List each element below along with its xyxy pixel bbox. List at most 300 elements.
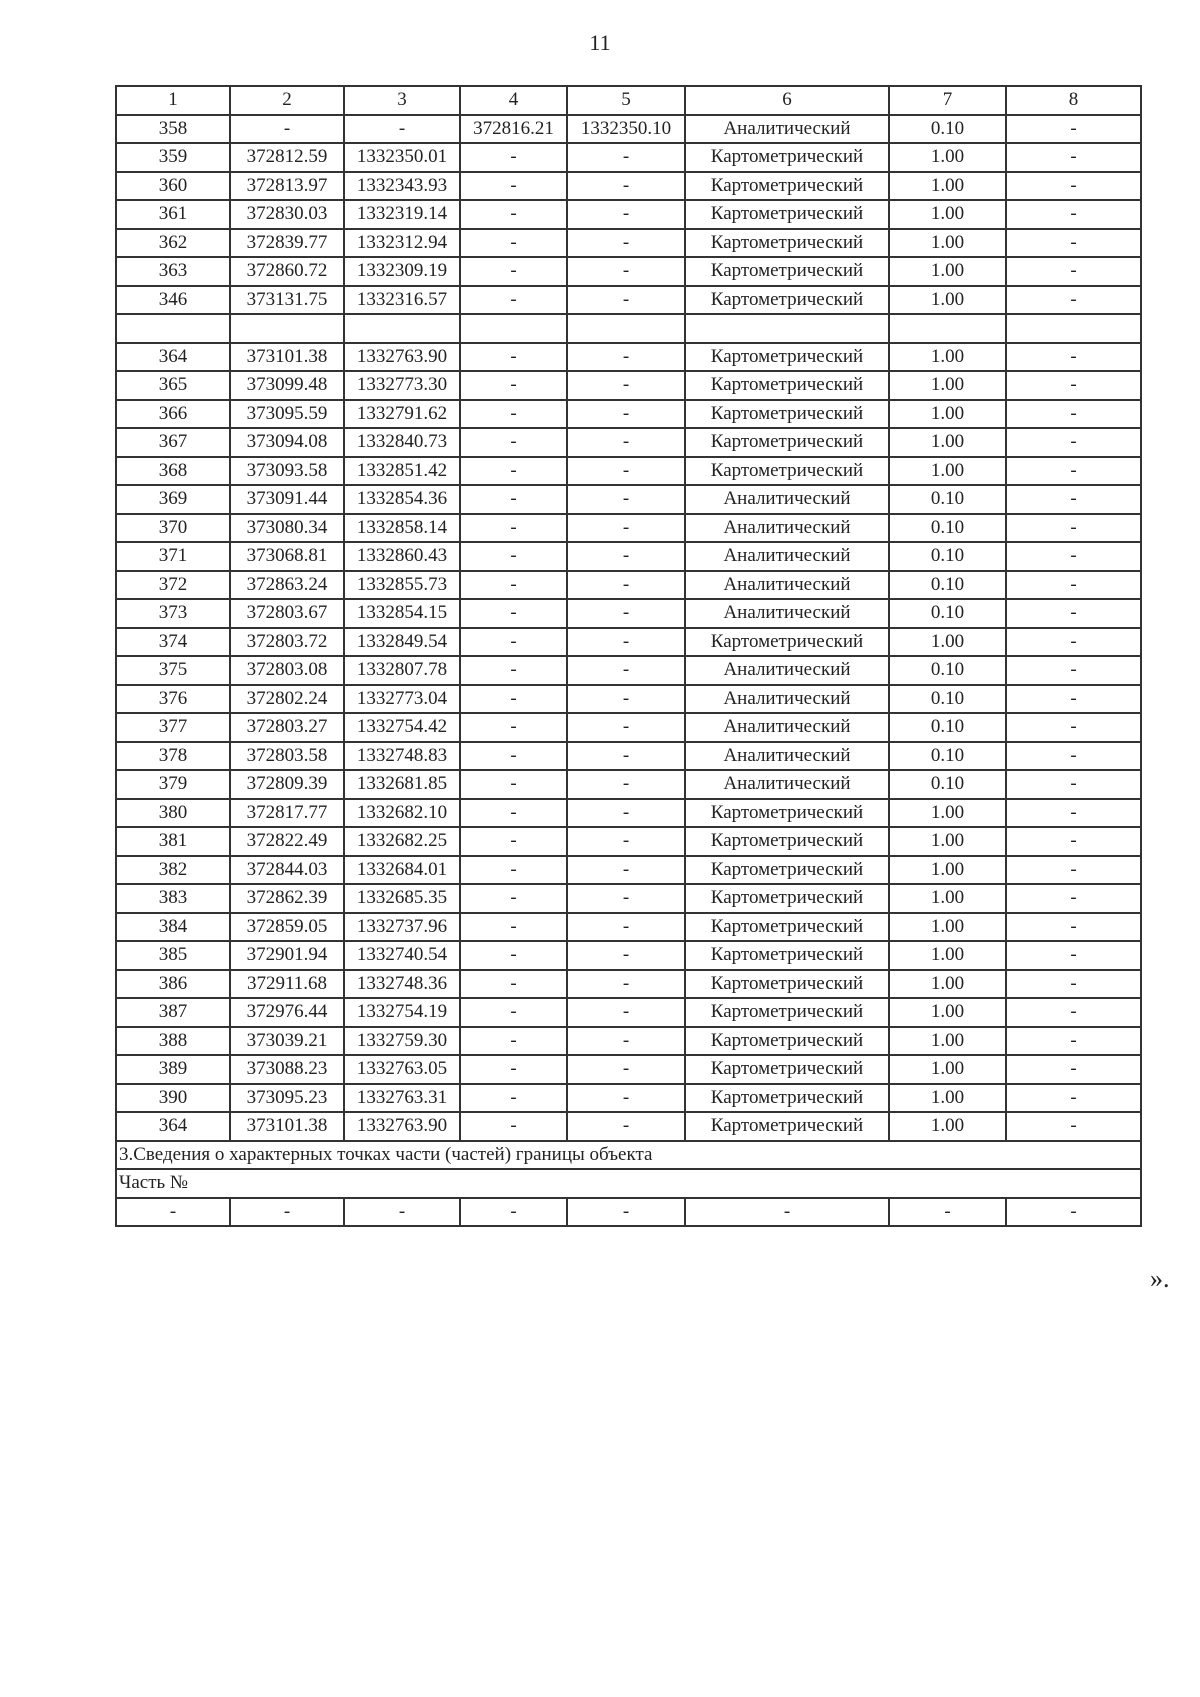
table-cell: Картометрический (685, 884, 889, 913)
table-cell: - (567, 400, 685, 429)
table-row (116, 485, 1141, 514)
table-cell: - (1006, 656, 1141, 685)
table-cell: - (460, 257, 567, 286)
table-cell: 1.00 (889, 143, 1006, 172)
table-cell: - (567, 1198, 685, 1227)
table-cell: - (344, 115, 460, 144)
table-cell: 373095.59 (230, 400, 344, 429)
table-cell: - (1006, 713, 1141, 742)
table-row (116, 286, 1141, 315)
table-cell: 373080.34 (230, 514, 344, 543)
table-cell: 0.10 (889, 485, 1006, 514)
table-cell: - (1006, 970, 1141, 999)
table-cell: 1 (116, 86, 230, 115)
table-cell: - (567, 542, 685, 571)
table-cell: 360 (116, 172, 230, 201)
table-cell: - (344, 1198, 460, 1227)
table-cell: - (460, 343, 567, 372)
table-cell: - (567, 371, 685, 400)
table-row (116, 115, 1141, 144)
table-cell: 373 (116, 599, 230, 628)
table-cell: 1.00 (889, 856, 1006, 885)
section-title-row (116, 1141, 1141, 1170)
table-cell: 372816.21 (460, 115, 567, 144)
table-cell: - (1006, 343, 1141, 372)
table-cell: 1332316.57 (344, 286, 460, 315)
table-row (116, 229, 1141, 258)
table-cell: 361 (116, 200, 230, 229)
table-cell: 1.00 (889, 827, 1006, 856)
table-header-row (116, 86, 1141, 115)
table-cell: Картометрический (685, 827, 889, 856)
table-cell: 1332343.93 (344, 172, 460, 201)
table-row (116, 257, 1141, 286)
table-cell: 372863.24 (230, 571, 344, 600)
table-cell: 1.00 (889, 371, 1006, 400)
table-cell: - (460, 286, 567, 315)
table-cell: 1.00 (889, 799, 1006, 828)
table-cell: 363 (116, 257, 230, 286)
table-cell: 373095.23 (230, 1084, 344, 1113)
table-cell: 1332350.10 (567, 115, 685, 144)
table-cell: - (460, 200, 567, 229)
table-cell: 1332854.15 (344, 599, 460, 628)
table-cell: 372803.58 (230, 742, 344, 771)
table-cell: - (460, 172, 567, 201)
table-row (116, 457, 1141, 486)
table-cell: - (1006, 884, 1141, 913)
table-cell: 1332763.90 (344, 343, 460, 372)
table-row (116, 400, 1141, 429)
table-cell: Картометрический (685, 970, 889, 999)
table-cell: 372976.44 (230, 998, 344, 1027)
table-cell: - (1006, 542, 1141, 571)
table-cell: 1.00 (889, 200, 1006, 229)
table-cell: - (460, 229, 567, 258)
table-cell: 383 (116, 884, 230, 913)
table-cell (889, 314, 1006, 343)
table-cell: 5 (567, 86, 685, 115)
table-cell: - (1006, 742, 1141, 771)
table-cell: - (1006, 1084, 1141, 1113)
page-number: 11 (589, 30, 611, 55)
table-cell: Картометрический (685, 343, 889, 372)
table-cell: - (460, 941, 567, 970)
table-cell: - (460, 143, 567, 172)
table-cell: - (460, 1084, 567, 1113)
table-cell: 1332773.30 (344, 371, 460, 400)
table-cell: - (1006, 799, 1141, 828)
table-cell: 7 (889, 86, 1006, 115)
table-cell: 0.10 (889, 656, 1006, 685)
table-cell: - (1006, 172, 1141, 201)
table-cell: - (460, 457, 567, 486)
table-cell: 0.10 (889, 115, 1006, 144)
table-cell: Картометрический (685, 143, 889, 172)
table-cell: - (567, 713, 685, 742)
table-cell: - (460, 485, 567, 514)
table-cell: 372911.68 (230, 970, 344, 999)
table-cell: Аналитический (685, 485, 889, 514)
table-row (116, 799, 1141, 828)
table-cell: 4 (460, 86, 567, 115)
table-cell: 3 (344, 86, 460, 115)
table-cell: - (567, 143, 685, 172)
table-cell: Картометрический (685, 200, 889, 229)
table-cell: - (567, 799, 685, 828)
table-cell: 1332849.54 (344, 628, 460, 657)
table-cell: 0.10 (889, 742, 1006, 771)
table-cell: 8 (1006, 86, 1141, 115)
table-row (116, 656, 1141, 685)
table-cell: 0.10 (889, 514, 1006, 543)
table-cell: 367 (116, 428, 230, 457)
table-cell: - (567, 884, 685, 913)
table-cell: 372839.77 (230, 229, 344, 258)
table-cell: 362 (116, 229, 230, 258)
table-cell: 1332791.62 (344, 400, 460, 429)
table-cell: Картометрический (685, 229, 889, 258)
table-cell: - (460, 1198, 567, 1227)
table-cell: - (567, 970, 685, 999)
table-cell: 1.00 (889, 286, 1006, 315)
table-cell: - (567, 172, 685, 201)
table-cell: 364 (116, 343, 230, 372)
table-cell: - (1006, 856, 1141, 885)
table-cell (567, 314, 685, 343)
table-cell: - (567, 656, 685, 685)
table-cell: Аналитический (685, 115, 889, 144)
table-cell: - (460, 1055, 567, 1084)
table-cell: 372844.03 (230, 856, 344, 885)
table-cell: 1332855.73 (344, 571, 460, 600)
table-cell: Картометрический (685, 799, 889, 828)
table-cell: - (1006, 770, 1141, 799)
table-cell: Картометрический (685, 1055, 889, 1084)
table-cell: 384 (116, 913, 230, 942)
table-row (116, 941, 1141, 970)
table-row (116, 970, 1141, 999)
table-cell: 1.00 (889, 970, 1006, 999)
table-cell: 373131.75 (230, 286, 344, 315)
table-cell: 373068.81 (230, 542, 344, 571)
table-cell: 372859.05 (230, 913, 344, 942)
table-cell: 366 (116, 400, 230, 429)
table-cell: 373101.38 (230, 1112, 344, 1141)
table-cell: - (1006, 1055, 1141, 1084)
table-cell: 1332685.35 (344, 884, 460, 913)
table-cell: 372 (116, 571, 230, 600)
table-cell: Аналитический (685, 514, 889, 543)
table-cell: Аналитический (685, 599, 889, 628)
closing-quote-mark: ». (1150, 1264, 1170, 1293)
table-row (116, 628, 1141, 657)
table-cell: 1332682.10 (344, 799, 460, 828)
table-cell: 1.00 (889, 457, 1006, 486)
table-cell: 373101.38 (230, 343, 344, 372)
table-cell: Картометрический (685, 400, 889, 429)
table-cell: - (567, 599, 685, 628)
table-cell: - (230, 1198, 344, 1227)
table-row (116, 884, 1141, 913)
table-cell: 374 (116, 628, 230, 657)
table-cell: - (1006, 1198, 1141, 1227)
table-cell: 376 (116, 685, 230, 714)
table-cell: 1332840.73 (344, 428, 460, 457)
table-cell: - (567, 685, 685, 714)
table-cell: - (1006, 913, 1141, 942)
table-cell: 0.10 (889, 770, 1006, 799)
table-cell: - (1006, 599, 1141, 628)
table-cell: 359 (116, 143, 230, 172)
table-cell: - (567, 485, 685, 514)
table-cell: 2 (230, 86, 344, 115)
table-cell: 382 (116, 856, 230, 885)
table-cell: 370 (116, 514, 230, 543)
table-cell: 1332851.42 (344, 457, 460, 486)
table-cell: 1332748.36 (344, 970, 460, 999)
table-cell: 386 (116, 970, 230, 999)
table-cell: 365 (116, 371, 230, 400)
table-cell: - (1006, 571, 1141, 600)
table-cell: 372860.72 (230, 257, 344, 286)
table-cell: 1.00 (889, 998, 1006, 1027)
part-label: Часть № (116, 1169, 1141, 1198)
table-cell: - (567, 827, 685, 856)
table-cell: Картометрический (685, 371, 889, 400)
table-cell: - (1006, 229, 1141, 258)
table-cell: 0.10 (889, 599, 1006, 628)
table-cell: 372803.27 (230, 713, 344, 742)
table-cell: - (116, 1198, 230, 1227)
table-cell: 1.00 (889, 172, 1006, 201)
table-cell: - (1006, 514, 1141, 543)
table-cell: 0.10 (889, 571, 1006, 600)
table-cell (230, 314, 344, 343)
table-cell: 372822.49 (230, 827, 344, 856)
table-row (116, 343, 1141, 372)
table-cell: Аналитический (685, 542, 889, 571)
table-cell (685, 314, 889, 343)
table-row (116, 542, 1141, 571)
table-cell: - (567, 514, 685, 543)
table-cell: 1332807.78 (344, 656, 460, 685)
table-cell: - (1006, 457, 1141, 486)
table-cell: Картометрический (685, 1112, 889, 1141)
table-cell: 1.00 (889, 884, 1006, 913)
section-title: 3.Сведения о характерных точках части (частей) границы объекта (116, 1141, 1141, 1170)
table-cell: - (230, 115, 344, 144)
table-row (116, 599, 1141, 628)
table-cell: - (567, 941, 685, 970)
table-cell: Картометрический (685, 1084, 889, 1113)
table-cell: 387 (116, 998, 230, 1027)
table-cell: - (460, 656, 567, 685)
table-cell: 1332763.90 (344, 1112, 460, 1141)
table-cell: - (1006, 941, 1141, 970)
table-cell: 368 (116, 457, 230, 486)
table-row (116, 571, 1141, 600)
table-cell: - (1006, 200, 1141, 229)
table-cell: Аналитический (685, 742, 889, 771)
table-cell: Картометрический (685, 286, 889, 315)
table-cell (116, 314, 230, 343)
coordinates-table (115, 85, 1142, 1227)
table-cell: 378 (116, 742, 230, 771)
table-cell: Картометрический (685, 1027, 889, 1056)
table-cell: 1332748.83 (344, 742, 460, 771)
table-cell: 371 (116, 542, 230, 571)
table-cell: 1332773.04 (344, 685, 460, 714)
table-cell: - (567, 286, 685, 315)
table-cell: - (1006, 827, 1141, 856)
table-cell: - (1006, 1112, 1141, 1141)
table-row (116, 856, 1141, 885)
table-cell: 1332754.19 (344, 998, 460, 1027)
table-cell: - (567, 913, 685, 942)
table-cell: 1.00 (889, 229, 1006, 258)
table-cell: 1332682.25 (344, 827, 460, 856)
table-cell: 372802.24 (230, 685, 344, 714)
table-cell: 372817.77 (230, 799, 344, 828)
table-cell: - (567, 742, 685, 771)
table-cell: Картометрический (685, 856, 889, 885)
table-cell: 372901.94 (230, 941, 344, 970)
table-cell: Картометрический (685, 457, 889, 486)
table-cell: - (460, 884, 567, 913)
table-cell: - (460, 371, 567, 400)
table-cell: 372812.59 (230, 143, 344, 172)
table-cell: 389 (116, 1055, 230, 1084)
table-cell: 346 (116, 286, 230, 315)
table-cell: - (1006, 428, 1141, 457)
table-cell: 1.00 (889, 1112, 1006, 1141)
table-row (116, 371, 1141, 400)
table-cell: 1332684.01 (344, 856, 460, 885)
table-cell: 1.00 (889, 1055, 1006, 1084)
table-cell: 372830.03 (230, 200, 344, 229)
table-cell: - (1006, 628, 1141, 657)
table-cell: Аналитический (685, 571, 889, 600)
table-cell: 373099.48 (230, 371, 344, 400)
table-cell: 0.10 (889, 713, 1006, 742)
table-cell: 373091.44 (230, 485, 344, 514)
table-cell: - (460, 742, 567, 771)
table-row (116, 1084, 1141, 1113)
table-cell: - (1006, 143, 1141, 172)
table-cell: 1332763.31 (344, 1084, 460, 1113)
table-row (116, 314, 1141, 343)
table-cell: - (567, 1084, 685, 1113)
table-row (116, 428, 1141, 457)
table-cell: - (460, 542, 567, 571)
table-cell: Картометрический (685, 913, 889, 942)
table-cell: 1332737.96 (344, 913, 460, 942)
table-cell: 388 (116, 1027, 230, 1056)
table-cell: Аналитический (685, 713, 889, 742)
table-row (116, 913, 1141, 942)
table-row (116, 685, 1141, 714)
table-cell: 1332854.36 (344, 485, 460, 514)
table-cell: - (1006, 485, 1141, 514)
table-row (116, 143, 1141, 172)
table-cell: - (460, 998, 567, 1027)
table-cell: - (460, 713, 567, 742)
table-cell: - (567, 856, 685, 885)
table-cell: - (460, 428, 567, 457)
table-cell: Картометрический (685, 998, 889, 1027)
table-cell: - (460, 628, 567, 657)
table-row (116, 770, 1141, 799)
table-row (116, 1198, 1141, 1227)
table-cell: 373088.23 (230, 1055, 344, 1084)
table-cell: 1332858.14 (344, 514, 460, 543)
table-cell: 372862.39 (230, 884, 344, 913)
table-cell: - (1006, 998, 1141, 1027)
table-cell: 1332312.94 (344, 229, 460, 258)
table-cell: 372803.72 (230, 628, 344, 657)
table-cell: - (567, 770, 685, 799)
table-cell: 1332759.30 (344, 1027, 460, 1056)
table-cell: - (1006, 685, 1141, 714)
table-cell: Картометрический (685, 257, 889, 286)
table-cell: - (1006, 1027, 1141, 1056)
table-cell: 375 (116, 656, 230, 685)
table-cell: 1332860.43 (344, 542, 460, 571)
table-cell: Картометрический (685, 172, 889, 201)
table-cell: - (685, 1198, 889, 1227)
table-row (116, 1112, 1141, 1141)
table-cell: 6 (685, 86, 889, 115)
part-label-row (116, 1169, 1141, 1198)
table-row (116, 514, 1141, 543)
table-cell: 1332740.54 (344, 941, 460, 970)
table-cell: - (460, 400, 567, 429)
table-cell: - (567, 428, 685, 457)
table-cell: - (1006, 115, 1141, 144)
table-cell: 379 (116, 770, 230, 799)
table-cell: 1.00 (889, 428, 1006, 457)
table-cell: 1332319.14 (344, 200, 460, 229)
table-cell: Аналитический (685, 685, 889, 714)
table-cell: - (567, 457, 685, 486)
table-cell: - (460, 1112, 567, 1141)
table-cell: 1.00 (889, 343, 1006, 372)
table-cell: 1332309.19 (344, 257, 460, 286)
table-cell: - (460, 827, 567, 856)
table-cell: - (567, 200, 685, 229)
table-cell: 373093.58 (230, 457, 344, 486)
table-cell: - (1006, 257, 1141, 286)
table-cell: - (460, 571, 567, 600)
table-cell: 390 (116, 1084, 230, 1113)
table-cell: 372809.39 (230, 770, 344, 799)
table-cell: 369 (116, 485, 230, 514)
table-cell: 1.00 (889, 400, 1006, 429)
table-cell: 1.00 (889, 913, 1006, 942)
table-cell: - (567, 1027, 685, 1056)
table-cell: - (460, 514, 567, 543)
table-cell: Аналитический (685, 656, 889, 685)
table-cell: - (460, 970, 567, 999)
table-cell: - (460, 770, 567, 799)
table-cell: 1332754.42 (344, 713, 460, 742)
table-cell (1006, 314, 1141, 343)
table-cell: - (1006, 286, 1141, 315)
table-row (116, 713, 1141, 742)
table-cell: 377 (116, 713, 230, 742)
table-cell: 1332350.01 (344, 143, 460, 172)
